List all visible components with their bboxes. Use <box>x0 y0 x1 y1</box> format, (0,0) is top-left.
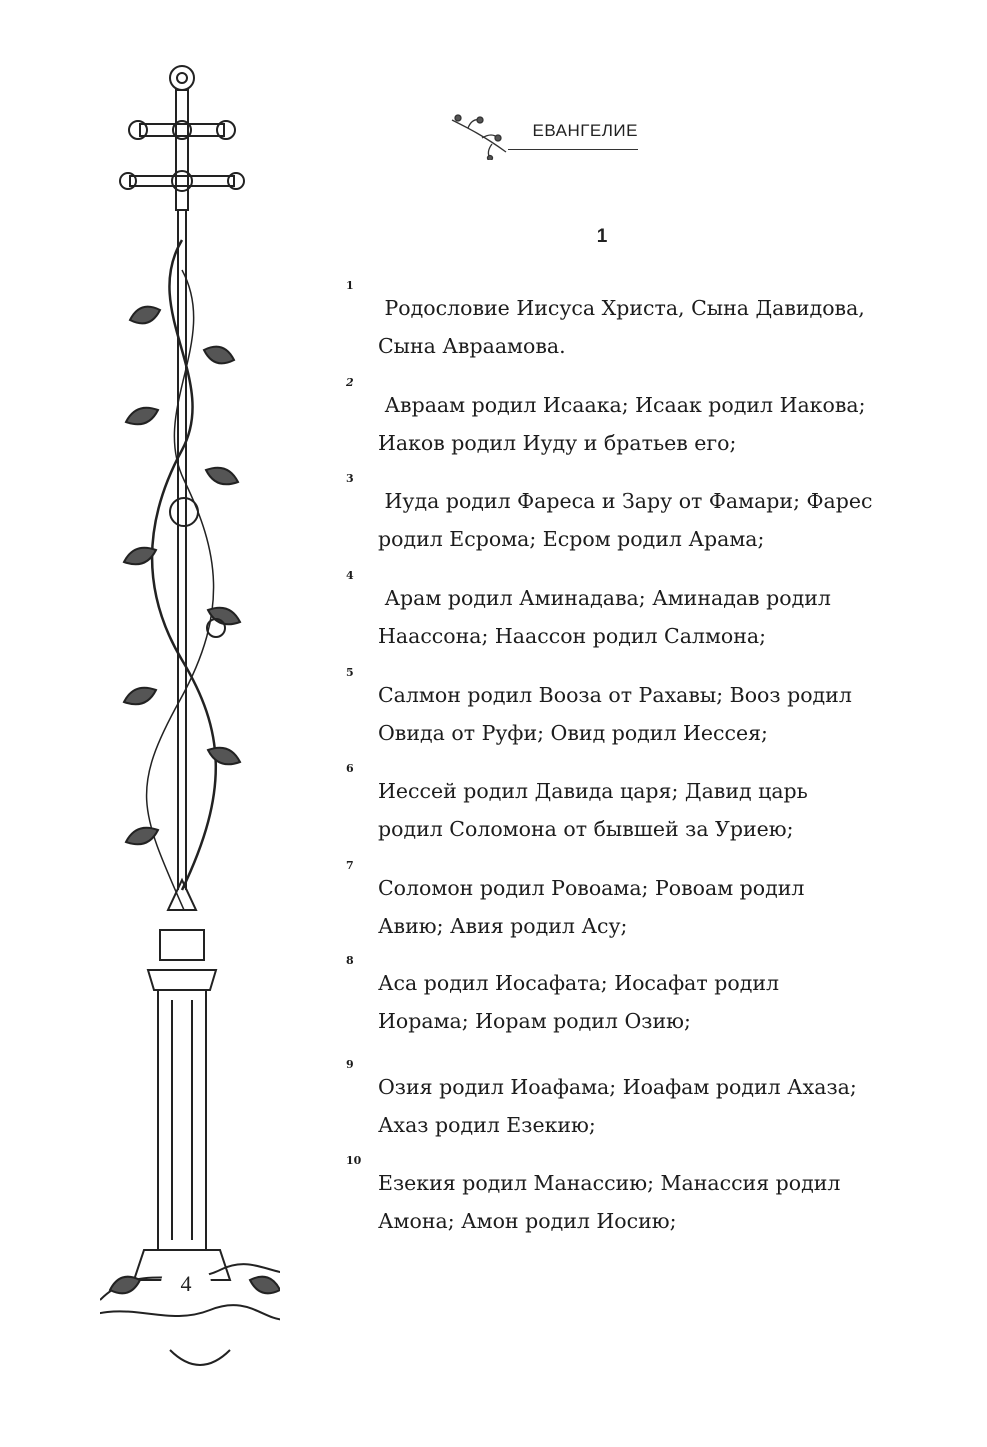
verse-line: Соломон родил Ровоама; Ровоам родил <box>378 876 805 900</box>
verse <box>346 376 878 462</box>
page-number: 4 <box>161 1259 211 1309</box>
verse <box>346 859 878 945</box>
verse-line: Салмон родил Вооза от Рахавы; Вооз родил <box>378 683 852 707</box>
verse-line: Аса родил Иосафата; Иосафат родил <box>378 971 780 995</box>
verse-line: Авраам родил Исаака; Исаак родил Иакова; <box>378 393 866 417</box>
header-rule <box>508 149 638 150</box>
cross-column-illustration <box>100 50 280 1390</box>
verse-number: 2 <box>346 376 354 389</box>
verse-line: Озия родил Иоафама; Иоафам родил Ахаза; <box>378 1075 857 1099</box>
verse-line: родил Соломона от бывшей за Уриею; <box>378 817 794 841</box>
verse-line: Езекия родил Манассию; Манассия родил <box>378 1171 841 1195</box>
chapter-number: 1 <box>596 226 608 247</box>
verse-line: Овида от Руфи; Овид родил Иессея; <box>378 721 768 745</box>
verse-line: родил Есрома; Есром родил Арама; <box>378 527 765 551</box>
verse-line: Сына Авраамова. <box>378 334 566 358</box>
flower-sprig-icon <box>448 112 518 160</box>
verse-line: Иуда родил Фареса и Зару от Фамари; Фарес <box>378 489 873 513</box>
verse <box>346 954 878 1040</box>
verse-line: Ахаз родил Езекию; <box>378 1113 596 1137</box>
verse <box>346 762 878 848</box>
verse-line: Авию; Авия родил Асу; <box>378 914 628 938</box>
verse-line: Иорама; Иорам родил Озию; <box>378 1009 691 1033</box>
verse-line: Иессей родил Давида царя; Давид царь <box>378 779 808 803</box>
verse-line: Наассона; Наассон родил Салмона; <box>378 624 767 648</box>
verse-line: Амона; Амон родил Иосию; <box>378 1209 677 1233</box>
running-header <box>448 112 638 162</box>
verse-number: 3 <box>346 472 354 485</box>
verse-line: Иаков родил Иуду и братьев его; <box>378 431 737 455</box>
verse <box>346 472 878 558</box>
verse-number: 9 <box>346 1058 354 1071</box>
book-title: ЕВАНГЕЛИЕ <box>532 121 638 140</box>
verse-line: Арам родил Аминадава; Аминадав родил <box>378 586 831 610</box>
verse <box>346 1154 878 1240</box>
verse-number: 6 <box>346 762 354 775</box>
verse-number: 8 <box>346 954 354 967</box>
verse-number: 1 <box>346 279 354 292</box>
verse-number: 4 <box>346 569 354 582</box>
verse <box>346 279 878 365</box>
verse-line: Родословие Иисуса Христа, Сына Давидова, <box>378 296 865 320</box>
verse-number: 10 <box>346 1154 362 1167</box>
verse-number: 7 <box>346 859 354 872</box>
verse <box>346 1058 878 1144</box>
verse-number: 5 <box>346 666 354 679</box>
verse <box>346 569 878 655</box>
verse <box>346 666 878 752</box>
